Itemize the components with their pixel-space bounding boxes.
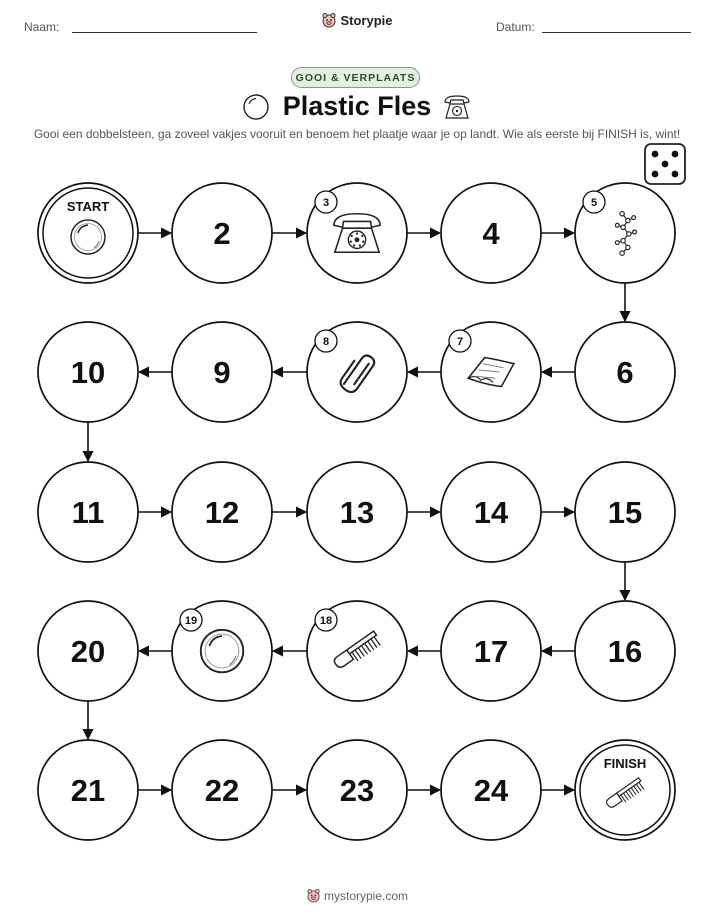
board-cell-15 (575, 462, 675, 562)
cell-number: 6 (616, 355, 634, 390)
board-cell-8 (307, 322, 407, 422)
board-cell-7 (441, 322, 541, 422)
board-cell-3 (307, 183, 407, 283)
board-cell-24 (441, 740, 541, 840)
board-cell-11 (38, 462, 138, 562)
instructions-text: Gooi een dobbelsteen, ga zoveel vakjes vooruit en benoem het plaatje waar je op landt. Wie als eerste bij FINISH is, wint! (33, 127, 681, 141)
page-title: Plastic Fles (282, 91, 432, 121)
cell-label: FINISH (603, 756, 647, 771)
board-cell-13 (307, 462, 407, 562)
cell-number: 12 (204, 495, 240, 530)
cell-badge-number: 18 (319, 615, 333, 627)
board-cell-10 (38, 322, 138, 422)
cell-badge-number: 5 (590, 197, 598, 209)
board-cell-2 (172, 183, 272, 283)
footer-site: mystorypie.com (323, 889, 409, 903)
cell-label: START (66, 199, 110, 214)
footer (0, 888, 714, 903)
board-cell-16 (575, 601, 675, 701)
date-label: Datum: (496, 20, 535, 34)
cell-number: 4 (482, 216, 500, 251)
cell-number: 21 (70, 773, 106, 808)
cell-badge-number: 7 (456, 336, 464, 348)
cell-badge-number: 8 (322, 336, 330, 348)
board-cell-25 (575, 740, 675, 840)
cell-number: 10 (70, 355, 106, 390)
cell-number: 2 (213, 216, 231, 251)
cell-number: 17 (473, 634, 509, 669)
cell-badge-number: 19 (184, 615, 198, 627)
cell-badge-number: 3 (322, 197, 330, 209)
board-cell-12 (172, 462, 272, 562)
board-cell-20 (38, 601, 138, 701)
telephone-icon (334, 214, 380, 253)
name-label: Naam: (24, 20, 60, 34)
board-cell-6 (575, 322, 675, 422)
board-cell-4 (441, 183, 541, 283)
cell-number: 20 (70, 634, 106, 669)
pig-logo-icon (306, 888, 321, 903)
cell-number: 14 (473, 495, 509, 530)
cell-number: 13 (339, 495, 375, 530)
brand-name: Storypie (340, 13, 393, 28)
cell-number: 22 (204, 773, 240, 808)
board-cell-22 (172, 740, 272, 840)
cell-number: 24 (473, 773, 509, 808)
board-cell-14 (441, 462, 541, 562)
board-cell-18 (307, 601, 407, 701)
board-cell-23 (307, 740, 407, 840)
cell-number: 23 (339, 773, 375, 808)
cell-number: 16 (607, 634, 643, 669)
game-type-badge: GOOI & VERPLAATS (291, 67, 420, 88)
board-cell-1 (38, 183, 138, 283)
board-cell-19 (172, 601, 272, 701)
board-cell-5 (575, 183, 675, 283)
cell-number: 9 (213, 355, 231, 390)
board-cell-21 (38, 740, 138, 840)
cell-number: 11 (71, 495, 105, 530)
board-cell-9 (172, 322, 272, 422)
cell-circle (38, 183, 138, 283)
cell-number: 15 (607, 495, 643, 530)
board-cell-17 (441, 601, 541, 701)
